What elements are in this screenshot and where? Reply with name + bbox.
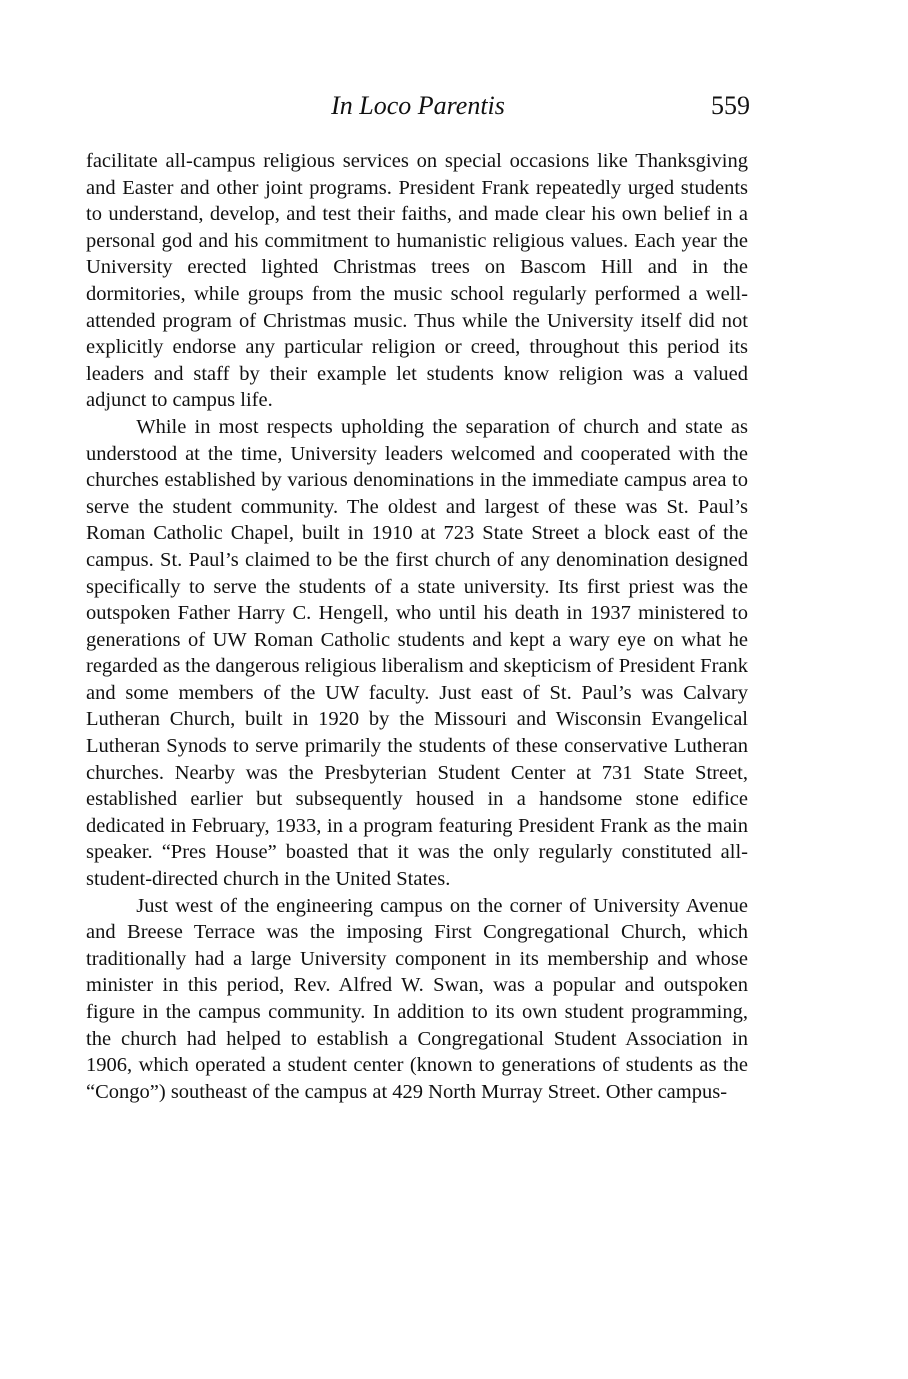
paragraph-congregational-church: Just west of the engineering campus on the corner of University Avenue and Breese Terrace was the imposing First Congregational Church, which traditionally had a large University component in its membership and whose minister in this period, Rev. Alfred W. Swan, was a popular and outspoken figure in the campus community. In addition to its own student programming, the church had helped to establish a Congregational Student Association in 1906, which operated a student center (known to generations of students as the “Congo”) southeast of the campus at 429 North Murray Street. Other campus- [86,894,748,1103]
page-number: 559 [711,91,750,120]
paragraph-campus-churches: While in most respects upholding the separation of church and state as understood at the time, University leaders welcomed and cooperated with the churches established by various denominations in the immediate campus area to serve the student community. The oldest and largest of these was St. Paul’s Roman Catholic Chapel, built in 1910 at 723 State Street a block east of the campus. St. Paul’s claimed to be the first church of any denomination designed specifically to serve the students of a state university. Its first priest was the outspoken Father Harry C. Hengell, who until his death in 1937 ministered to generations of UW Roman Catholic students and kept a wary eye on what he regarded as the dangerous religious liberalism and skepticism of President Frank and some members of the UW faculty. Just east of St. Paul’s was Calvary Lutheran Church, built in 1920 by the Missouri and Wisconsin Evangelical Lutheran Synods to serve primarily the students of these conservative Lutheran churches. Nearby was the Presbyterian Student Center at 731 State Street, established earlier but subsequently housed in a handsome stone edifice dedicated in February, 1933, in a program featuring President Frank as the main speaker. “Pres House” boasted that it was the only regularly constituted all-student-directed church in the United States. [86,415,748,891]
running-title: In Loco Parentis [331,91,505,120]
running-header [86,88,750,128]
paragraph-continued: facilitate all-campus religious services on special occasions like Thanksgiving and Easter and other joint programs. President Frank repeatedly urged students to understand, develop, and test their faiths, and made clear his own belief in a personal god and his commitment to humanistic religious values. Each year the University erected lighted Christmas trees on Bascom Hill and in the dormitories, while groups from the music school regularly performed a well-attended program of Christmas music. Thus while the University itself did not explicitly endorse any particular religion or creed, throughout this period its leaders and staff by their example let students know religion was a valued adjunct to campus life. [86,150,748,412]
body-text [86,148,748,1105]
